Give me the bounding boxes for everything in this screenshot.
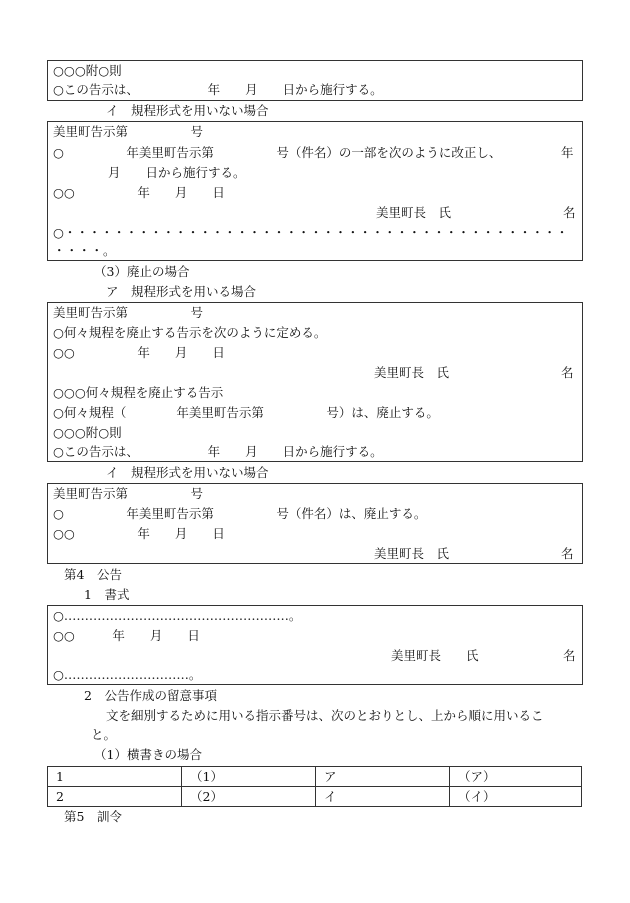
box1-line1: ○○○附○則: [53, 63, 122, 78]
box3-line4-right: 名: [561, 365, 574, 380]
table-cell: イ: [316, 787, 450, 807]
box5-line2: ○○ 年 月 日: [53, 628, 200, 643]
table-cell: 2: [48, 787, 182, 807]
sub-1-title: 1 書式: [84, 587, 130, 602]
box5-line4: ○…………………………。: [53, 667, 202, 682]
heading-abolish: （3）廃止の場合: [94, 264, 190, 279]
box2-line3: 月 日から施行する。: [108, 165, 246, 180]
table-cell: （2）: [182, 787, 316, 807]
box3-line8: ○この告示は、 年 月 日から施行する。: [53, 444, 383, 459]
heading-horizontal: （1）横書きの場合: [94, 747, 202, 762]
box3-line5: ○○○何々規程を廃止する告示: [53, 385, 224, 400]
box4-line2: ○ 年美里町告示第 号（件名）は、廃止する。: [53, 506, 427, 521]
heading-i-2: イ 規程形式を用いない場合: [106, 465, 269, 480]
box3-line1: 美里町告示第 号: [53, 305, 204, 320]
box5-line3-right: 名: [563, 648, 576, 663]
box2-line5: 美里町長 氏: [376, 205, 452, 220]
box3-line6: ○何々規程（ 年美里町告示第 号）は、廃止する。: [53, 405, 439, 420]
table-cell: 1: [48, 767, 182, 787]
table-cell: （ア）: [450, 767, 582, 787]
box3-line7: ○○○附○則: [53, 425, 122, 440]
box3-line4: 美里町長 氏: [374, 365, 450, 380]
box3-line2: ○何々規程を廃止する告示を次のように定める。: [53, 325, 327, 340]
box4-line3: ○○ 年 月 日: [53, 526, 225, 541]
box5-line3: 美里町長 氏: [391, 648, 479, 663]
table-cell: （イ）: [450, 787, 582, 807]
box4-line1: 美里町告示第 号: [53, 486, 204, 501]
paragraph-line2: と。: [91, 727, 117, 742]
section-5-title: 第5 訓令: [64, 809, 122, 824]
box2-line1: 美里町告示第 号: [53, 124, 204, 139]
box2-line7: ・・・・。: [53, 243, 116, 258]
paragraph-line1: 文を細別するために用いる指示番号は、次のとおりとし、上から順に用いるこ: [106, 708, 544, 723]
box4-line4-right: 名: [561, 546, 574, 561]
heading-i-1: イ 規程形式を用いない場合: [106, 103, 269, 118]
box2-line2: ○ 年美里町告示第 号（件名）の一部を次のように改正し、: [53, 145, 502, 160]
box3-line3: ○○ 年 月 日: [53, 345, 225, 360]
sub-2-title: 2 公告作成の留意事項: [84, 688, 217, 703]
box2-line2-right: 年: [561, 145, 574, 160]
heading-a: ア 規程形式を用いる場合: [106, 284, 257, 299]
table-row: [48, 767, 582, 787]
table-cell: （1）: [182, 767, 316, 787]
table-row: [48, 787, 582, 807]
box2-line5-right: 名: [563, 205, 576, 220]
section-4-title: 第4 公告: [64, 567, 122, 582]
box2-line4: ○○ 年 月 日: [53, 185, 225, 200]
box5-line1: ○………………………………………………。: [53, 608, 302, 623]
box1-line2: ○この告示は、 年 月 日から施行する。: [53, 82, 383, 97]
box2-line6: ○・・・・・・・・・・・・・・・・・・・・・・・・・・・・・・・・・・・・・・・・・: [53, 225, 569, 240]
box4-line4: 美里町長 氏: [374, 546, 450, 561]
numbering-table: [47, 766, 582, 807]
table-cell: ア: [316, 767, 450, 787]
